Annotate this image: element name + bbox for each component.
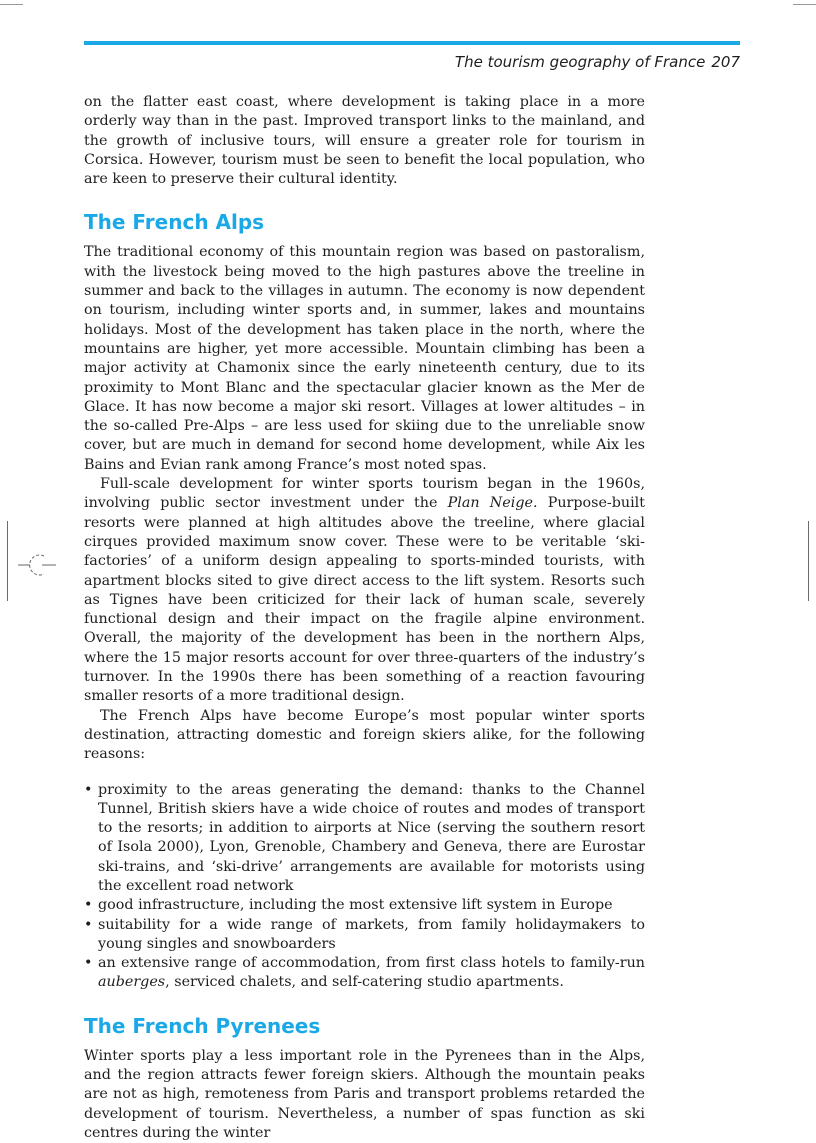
bullet-icon: • [84,955,93,972]
bullet-icon: • [84,781,93,798]
crop-mark-top-left [0,0,23,5]
trim-line-left [7,521,8,601]
list-item: • good infrastructure, including the most extensive lift system in Europe [84,896,645,915]
header-rule [84,41,740,45]
page-body [84,93,645,1143]
list-item: • suitability for a wide range of markets, from family holidaymakers to young singles and snowboarders [84,916,645,952]
alps-paragraph-2-end: . Purpose-built resorts were planned at high altitudes above the treeline, where glacial cirques provided maximum snow cover. These were to be veritable ‘ski-factories’ of a uniform design appealing to sports-minded tourists, with apartment blocks sited to give direct access to the lift system. Resorts such as Tignes have been criticized for their lack of human scale, severely functional design and their impact on the fragile alpine environment. Overall, the majority of the development has been in the northern Alps, where the 15 major resorts account for over three-quarters of the industry’s turnover. In the 1990s there has been something of a reaction favouring smaller resorts of a more traditional design. [84,495,645,705]
auberges-term: auberges [98,974,166,991]
alps-paragraph-1: The traditional economy of this mountain region was based on pastoralism, with the livestock being moved to the high pastures above the treeline in summer and back to the villages in autumn. The economy is now dependent on tourism, including winter sports and, in summer, lakes and mountains holidays. Most of the development has taken place in the north, where the mountains are higher, yet more accessible. Mountain climbing has been a major activity at Chamonix since the early nineteenth century, due to its proximity to Mont Blanc and the spectacular glacier known as the Mer de Glace. It has now become a major ski resort. Villages at lower altitudes – in the so-called Pre-Alps – are less used for skiing due to the unreliable snow cover, but are much in demand for second home development, while Aix les Bains and Evian rank among France’s most noted spas. [84,244,645,473]
bullet-icon: • [84,897,93,914]
alps-paragraph-2-start: Full-scale development for winter sports tourism began in the 1960s, involving public sector investment under the [84,476,645,512]
list-item: • proximity to the areas generating the demand: thanks to the Channel Tunnel, British skiers have a wide choice of routes and modes of transport to the resorts; in addition to airports at Nice (serving the southern resort of Isola 2000), Lyon, Grenoble, Chambery and Geneva, there are Eurostar ski-trains, and ‘ski-drive’ arrangements are available for motorists using the excellent road network [84,781,645,894]
section-heading-french-pyrenees: The French Pyrenees [84,1013,321,1038]
page-number: 207 [711,53,740,71]
list-item: • an extensive range of accommodation, from first class hotels to family-run auberges, serviced chalets, and self-catering studio apartments. [84,955,645,991]
running-header [84,53,740,75]
alps-paragraph-3: The French Alps have become Europe’s most popular winter sports destination, attracting domestic and foreign skiers alike, for the following reasons: [84,707,645,763]
crop-mark-top-right [793,0,816,5]
reasons-list [84,781,645,993]
plan-neige-term: Plan Neige [447,495,533,512]
bullet-icon: • [84,916,93,933]
trim-line-right [808,521,809,601]
pyrenees-paragraph-1: Winter sports play a less important role in the Pyrenees than in the Alps, and the region attracts fewer foreign skiers. Although the mountain peaks are not as high, remoteness from Paris and transport problems retarded the development of tourism. Nevertheless, a number of spas function as ski centres during the winter [84,1047,645,1141]
registration-mark [18,550,56,580]
running-title: The tourism geography of France [454,53,706,71]
intro-paragraph: on the flatter east coast, where development is taking place in a more orderly way than in the past. Improved transport links to the mainland, and the growth of inclusive tours, will ensure a greater role for tourism in Corsica. However, tourism must be seen to benefit the local population, who are keen to preserve their cultural identity. [84,94,645,188]
alps-paragraph-2 [84,475,645,707]
section-heading-french-alps: The French Alps [84,210,265,235]
